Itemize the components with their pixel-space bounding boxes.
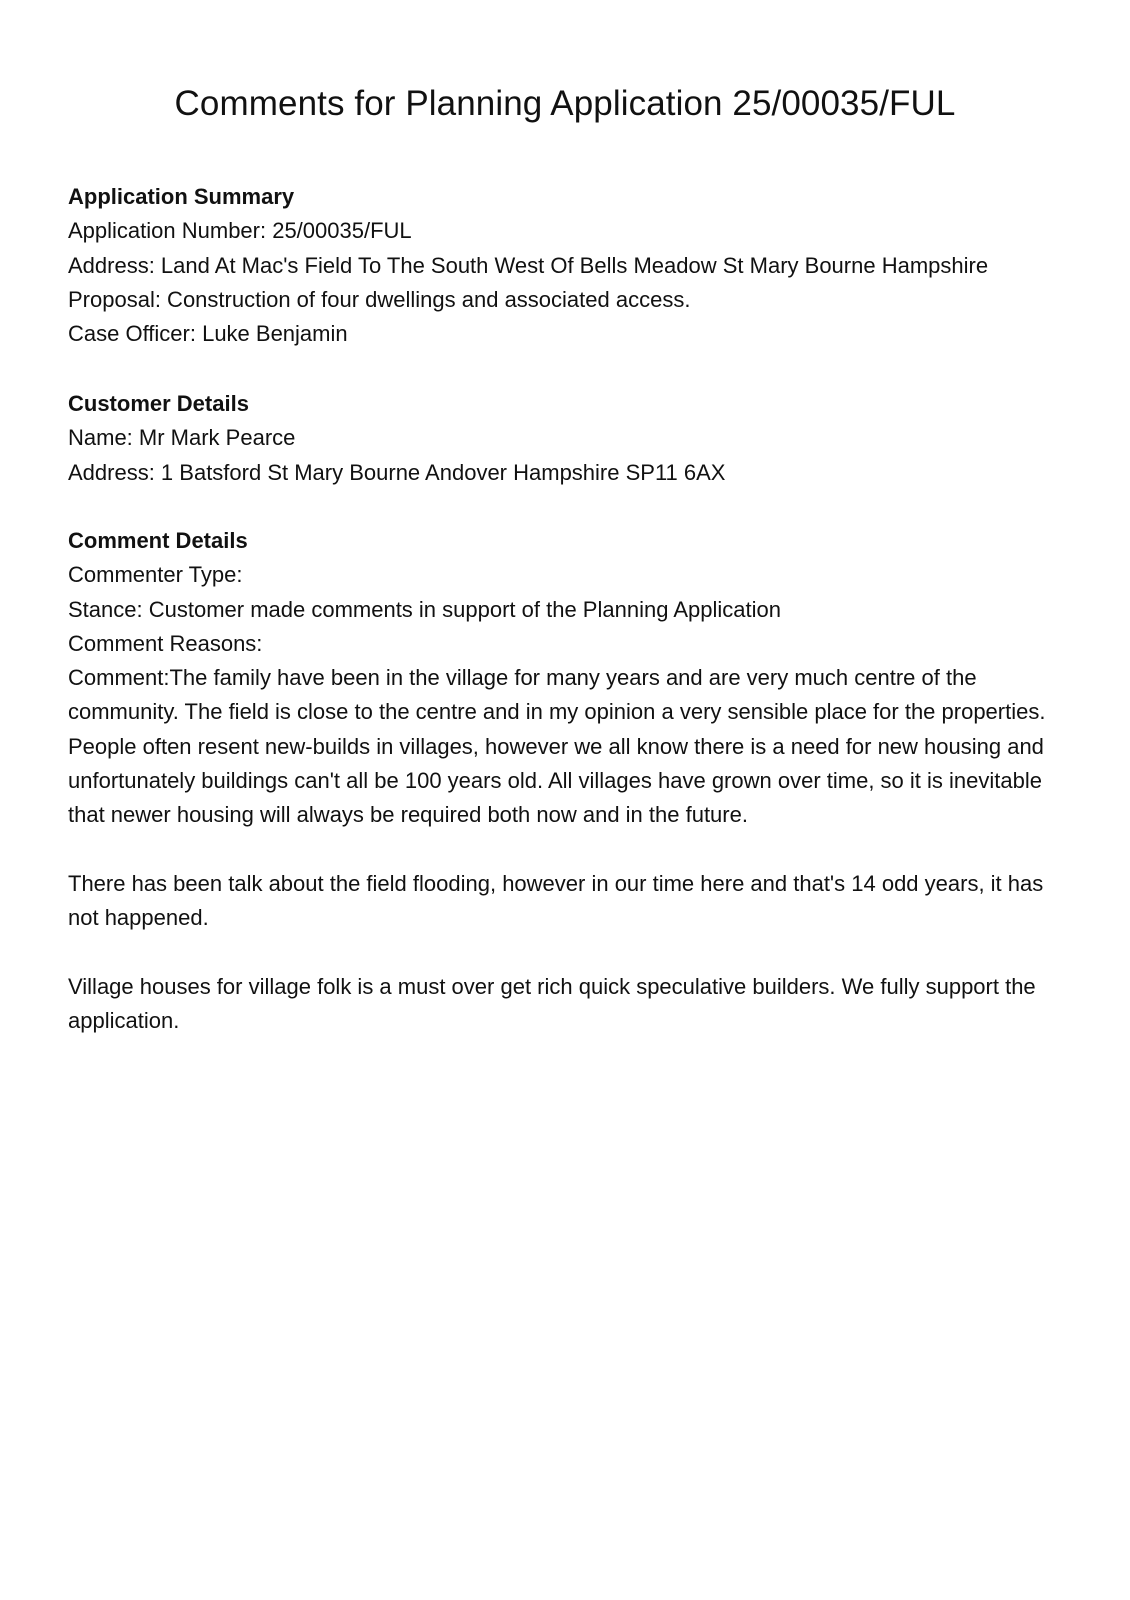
comment-paragraph: Village houses for village folk is a must over get rich quick speculative builders. We fully support the application. [68,973,1036,1034]
comment-paragraph: Comment:The family have been in the village for many years and are very much centre of the community. The field is close to the centre and in my opinion a very sensible place for the properties. People often resent new-builds in villages, however we all know there is a need for new housing and unfortunately buildings can't all be 100 years old. All villages have grown over time, so it is inevitable that newer housing will always be required both now and in the future. [68,665,1046,828]
comment-reasons: Comment Reasons: [68,630,263,656]
customer-address: Address: 1 Batsford St Mary Bourne Andover Hampshire SP11 6AX [68,459,726,485]
comment-details-heading: Comment Details [68,528,248,553]
paragraph-spacer [68,833,1058,867]
application-proposal: Proposal: Construction of four dwellings and associated access. [68,286,691,312]
application-summary-section [68,180,1058,351]
commenter-type: Commenter Type: [68,562,243,588]
customer-details-heading: Customer Details [68,391,249,416]
application-number: Application Number: 25/00035/FUL [68,218,412,244]
case-officer: Case Officer: Luke Benjamin [68,321,348,347]
application-summary-heading: Application Summary [68,184,295,209]
comment-stance: Stance: Customer made comments in support of the Planning Application [68,596,781,622]
customer-details-section [68,387,1058,490]
comment-details-section [68,524,1058,1038]
page-title: Comments for Planning Application 25/00035/FUL [174,84,956,123]
customer-name: Name: Mr Mark Pearce [68,425,296,451]
paragraph-spacer [68,936,1058,970]
application-address: Address: Land At Mac's Field To The South West Of Bells Meadow St Mary Bourne Hampshire [68,252,989,278]
comment-paragraph: There has been talk about the field flooding, however in our time here and that's 14 odd years, it has not happened. [68,870,1044,931]
